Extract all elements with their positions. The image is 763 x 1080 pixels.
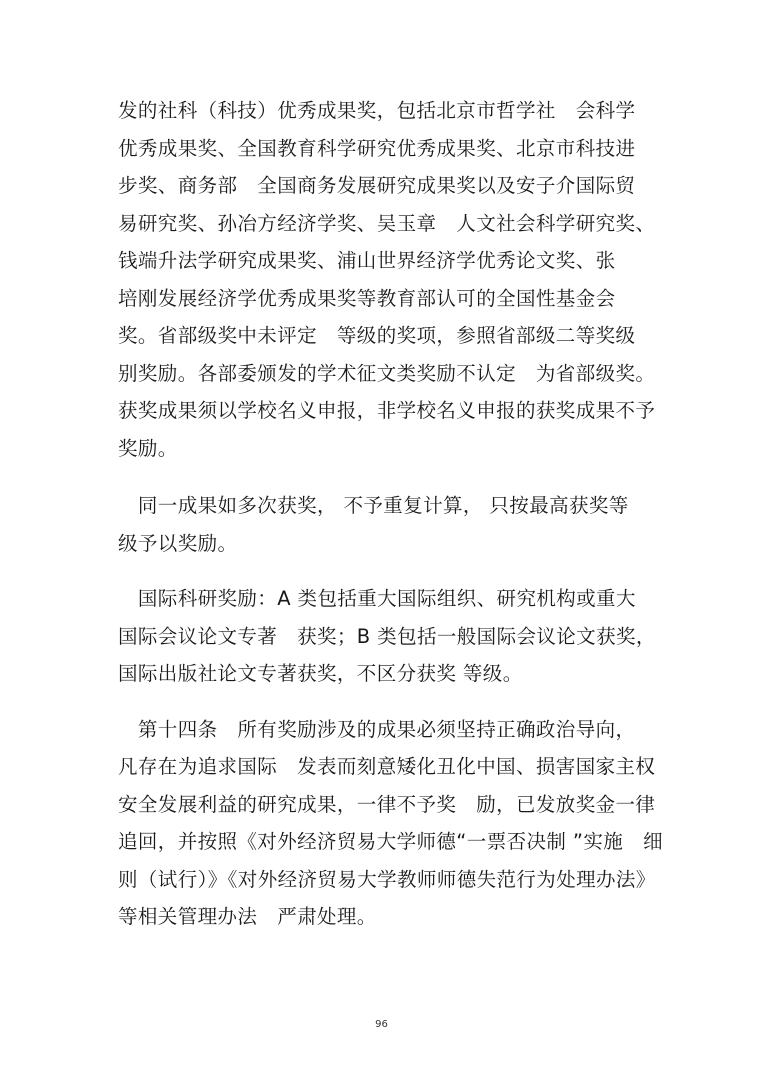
text-line: 国际出版社论文专著获奖，不区分获奖 等级。	[118, 662, 523, 685]
text-line: 步奖、商务部 全国商务发展研究成果奖以及安子介国际贸	[118, 174, 636, 197]
text-line: 奖励。	[118, 436, 178, 460]
text-line: 国际科研奖励：A 类包括重大国际组织、研究机构或重大	[118, 587, 636, 610]
page-number: 96	[375, 1019, 388, 1030]
paragraph-article-fourteen	[118, 711, 664, 936]
text-line: 钱端升法学研究成果奖、浦山世界经济学优秀论文奖、张	[118, 249, 616, 272]
text-line: 同一成果如多次获奖， 不予重复计算， 只按最高获奖等	[118, 494, 629, 517]
text-line: 优秀成果奖、全国教育科学研究优秀成果奖、北京市科技进	[118, 136, 636, 160]
text-line: 获奖成果须以学校名义申报，非学校名义申报的获奖成果不予	[118, 399, 656, 422]
text-line: 发的社科（科技）优秀成果奖，包括北京市哲学社 会科学	[118, 99, 636, 122]
text-line: 国际会议论文专著 获奖；B 类包括一般国际会议论文获奖，	[118, 624, 656, 648]
text-line: 安全发展利益的研究成果，一律不予奖 励，已发放奖金一律	[118, 792, 656, 816]
text-line: 培刚发展经济学优秀成果奖等教育部认可的全国性基金会	[118, 286, 616, 310]
document-body	[118, 92, 664, 936]
text-line: 奖。省部级奖中未评定 等级的奖项，参照省部级二等奖级	[118, 324, 636, 347]
paragraph-no-duplicate-awards	[118, 487, 658, 562]
text-line: 别奖励。各部委颁发的学术征文类奖励不认定 为省部级奖。	[118, 361, 656, 385]
paragraph-international-awards	[118, 580, 658, 693]
text-line: 凡存在为追求国际 发表而刻意矮化丑化中国、损害国家主权	[118, 755, 656, 778]
text-line: 第十四条 所有奖励涉及的成果必须坚持正确政治导向，	[118, 717, 636, 741]
paragraph-awards-scope	[118, 92, 658, 467]
text-line: 易研究奖、孙冶方经济学奖、吴玉章 人文社会科学研究奖、	[118, 211, 656, 235]
text-line: 追回，并按照《对外经济贸易大学师德“一票否决制 ”实施 细	[118, 830, 664, 853]
text-line: 则（试行）》《对外经济贸易大学教师师德失范行为处理办法》	[118, 867, 656, 891]
text-line: 级予以奖励。	[118, 531, 238, 555]
text-line: 等相关管理办法 严肃处理。	[118, 905, 377, 928]
